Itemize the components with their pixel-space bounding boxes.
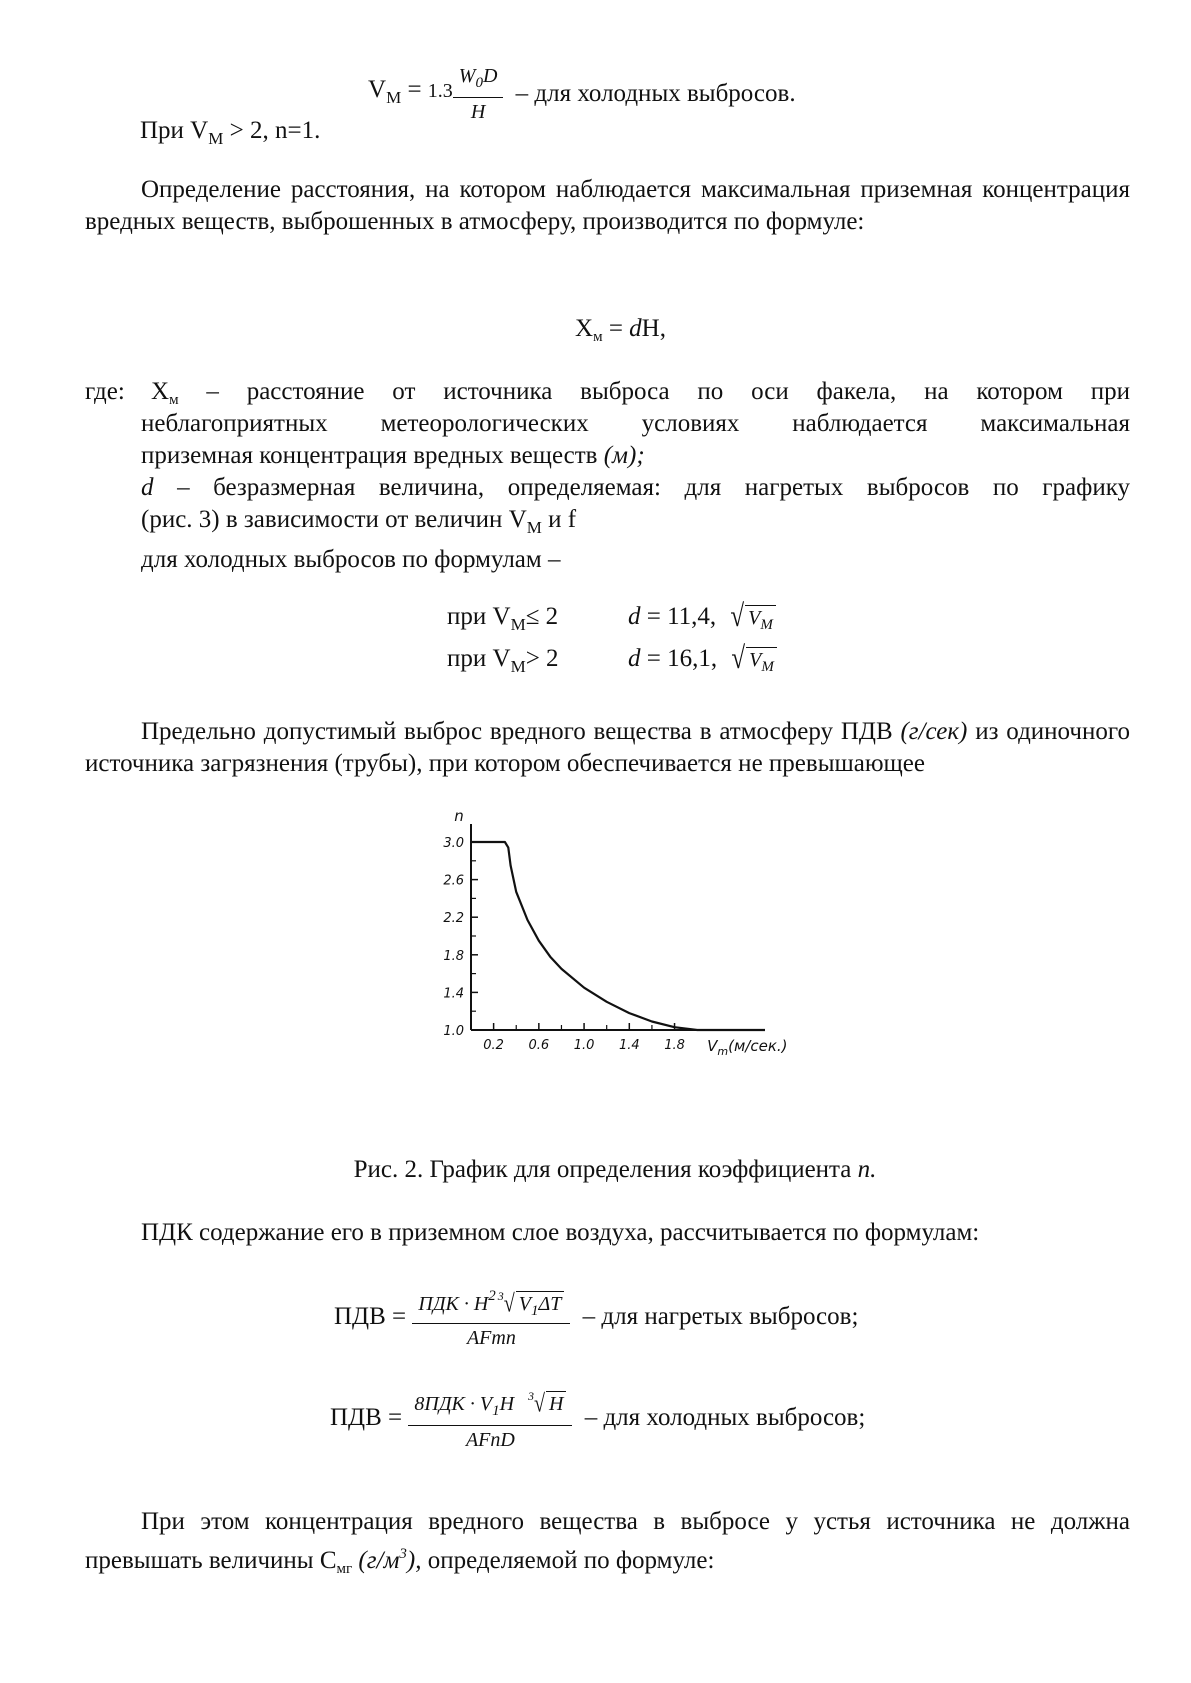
y-tick-label: 1.8 [443,948,464,964]
formula-vm: $V_М = 1.3$ $\frac{W_0D}{H}$ – для холодных выбросов. [368,62,796,118]
paragraph-final: При этом концентрация вредного вещества в выбросе у устья источника не должна превышать величины $С_{мг}$ $(г/м^3)$, определяемой по формуле: [85,1508,1130,1577]
condition-line: При $V_М > 2$, n=1. [140,117,321,148]
formula-vm-fraction: $\frac{W_0D}{H}$ [453,62,504,126]
condition-row-1: при $V_М\le 2$ [447,603,559,634]
series-line-0 [471,842,765,1030]
formula-vm-v: V [368,76,387,103]
formula-pdv-cold-fraction: $\frac{8ПДК \cdot V_1H ^3√ H}{\text{AFnD}}$ [408,1382,572,1454]
y-tick-label: 3.0 [443,836,464,851]
x-tick-label: 0.2 [483,1038,504,1053]
condition-row-2-value: d = 16,1, √ $V_M$ [628,643,777,679]
paragraph-distance: Определение расстояния, на котором наблюдается максимальная приземная концентрация вредных веществ, выброшенных в атмосферу, производится по формуле: [85,176,1130,235]
formula-xm: $Х_м$ = dН, [575,315,666,345]
condition-row-2: при $V_М> 2$ [447,645,559,676]
y-tick-label: 2.6 [443,873,464,889]
paragraph-pdv: Предельно допустимый выброс вредного вещества в атмосферу ПДВ (г/сек) из одиночного источника загрязнения (трубы), при котором обеспечивается не превышающее [85,718,1130,777]
y-tick-label: 1.4 [443,986,464,1002]
chart-plot-group [443,810,787,1058]
formula-vm-coef: 1.3 [427,80,453,102]
chart-n-coefficient [430,810,810,1140]
x-tick-label: 1.8 [664,1038,685,1053]
y-tick-label: 1.0 [443,1024,464,1039]
condition-row-1-value: d = 11,4, √ $V_M$ [628,601,776,637]
x-tick-label: 1.0 [573,1038,595,1053]
formula-pdv-cold: ПДВ = $\frac{8ПДК \cdot V_1H ^3√ H}{\text{AFnD}}$ – для холодных выбросов; [330,1382,865,1454]
y-tick-label: 2.2 [443,911,464,927]
x-tick-label: 0.6 [528,1038,550,1053]
paragraph-pdk: ПДК содержание его в приземном слое воздуха, рассчитывается по формулам: [141,1219,980,1246]
formula-pdv-hot: ПДВ = $\frac{ПДК \cdot H^2 ^3√ V_1\Delta T}{\text{AFmn}}$ – для нагретых выбросов; [334,1282,858,1352]
where-lead: где: [85,378,125,405]
formula-pdv-hot-fraction: $\frac{ПДК \cdot H^2 ^3√ V_1\Delta T}{\text{AFmn}}$ [412,1282,570,1352]
x-tick-label: 1.4 [618,1038,640,1053]
figure-caption: Рис. 2. График для определения коэффициента n. [353,1156,877,1183]
formula-vm-suffix: – для холодных выбросов. [515,80,796,107]
where-block: где: $Х_м$ – расстояние от источника выброса по оси факела, на котором при неблагоприятных метеорологических условиях наблюдается максимальная приземная концентрация вредных веществ (м); d – безразмерная величина, определяемая: для нагретых выбросов по графику (рис. 3) в зависимости от величин $V_М$ и f для холодных выбросов по формулам – [85,378,1130,573]
y-axis-label: n [454,810,464,825]
x-axis-label: $V_m(м/сек.)$ [707,1037,788,1058]
